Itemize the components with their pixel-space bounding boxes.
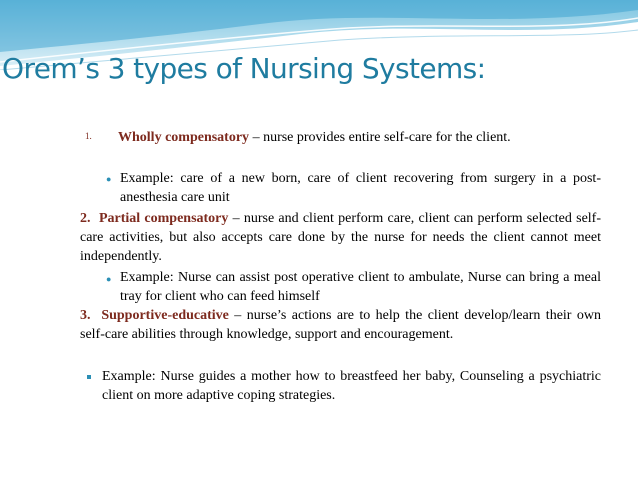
- item-number: 1.: [85, 131, 92, 141]
- list-item: [80, 306, 601, 344]
- item-text: – nurse provides entire self-care for the client.: [249, 130, 511, 145]
- item-term: Supportive-educative: [101, 308, 229, 323]
- bullet-icon: ●: [106, 174, 112, 184]
- list-item: [80, 209, 601, 266]
- item-number: 3.: [80, 308, 91, 323]
- item-term: Partial compensatory: [98, 211, 229, 226]
- item-number: 2.: [80, 211, 91, 226]
- bullet-icon: ●: [106, 274, 112, 284]
- list-item-example: Example: care of a new born, care of client recovering from surgery in a post-anesthesia care unit: [120, 171, 601, 205]
- item-text: – nurse’s actions are to help the client develop/learn their own self-care abilities through knowledge, support and encouragement.: [80, 308, 601, 342]
- square-bullet-icon: [87, 375, 91, 379]
- item-text: – nurse and client perform care, client can perform selected self-care activities, but also accepts care done by the nurse for needs the client cannot meet independently.: [80, 211, 601, 264]
- slide-title: Orem’s 3 types of Nursing Systems:: [2, 52, 486, 85]
- item-term: Wholly compensatory: [118, 130, 250, 145]
- list-item-example: Example: Nurse guides a mother how to breastfeed her baby, Counseling a psychiatric client on more adaptive coping strategies.: [102, 369, 601, 403]
- list-item: [118, 128, 601, 147]
- list-item-example: Example: Nurse can assist post operative client to ambulate, Nurse can bring a meal tray for client who can feed himself: [120, 270, 601, 304]
